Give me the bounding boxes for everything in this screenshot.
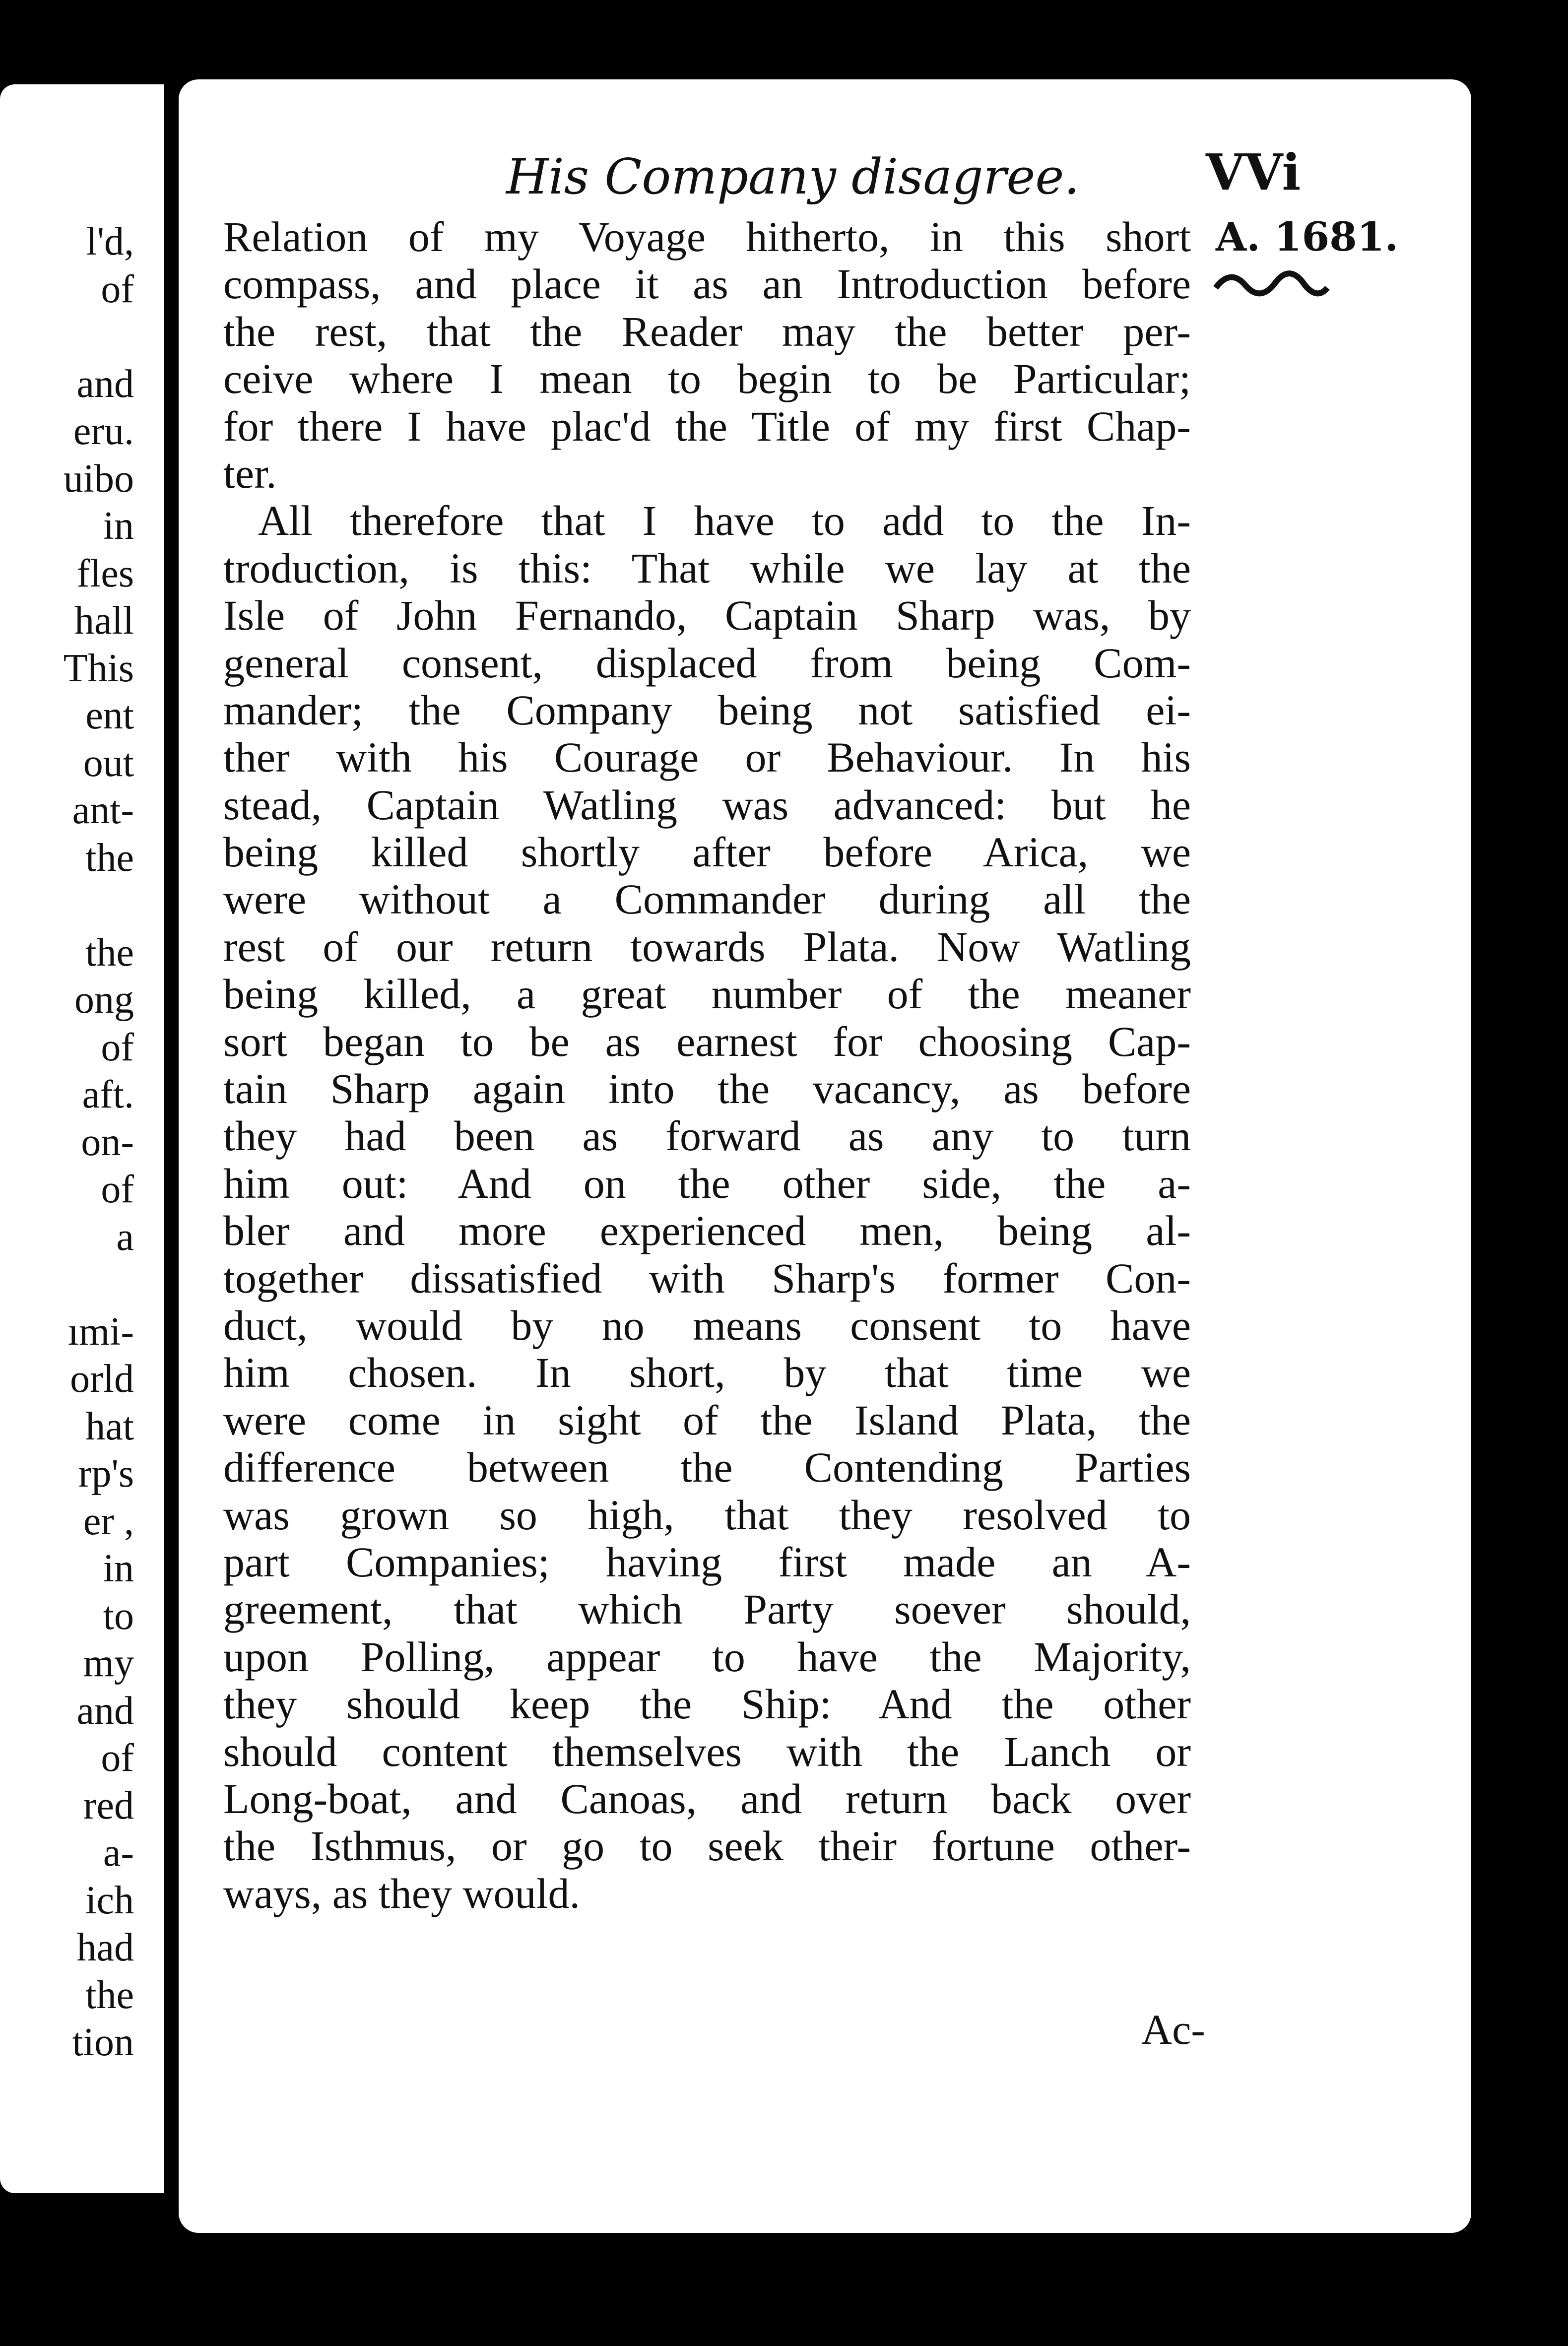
- facing-page-line: [0, 313, 164, 361]
- text-line: bler and more experienced men, being al-: [223, 1207, 1191, 1255]
- facing-page-line: had: [76, 1926, 134, 1969]
- facing-page-line: of: [101, 267, 134, 311]
- facing-page-line: out: [83, 741, 134, 785]
- facing-page-line: in: [103, 1547, 134, 1590]
- facing-page-line: ant-: [72, 788, 134, 832]
- text-line: part Companies; having first made an A-: [223, 1538, 1191, 1586]
- text-line: mander; the Company being not satisfied ei-: [223, 686, 1191, 734]
- text-line: him out: And on the other side, the a-: [223, 1159, 1191, 1207]
- text-line: Long-boat, and Canoas, and return back over: [223, 1774, 1191, 1823]
- facing-page-line: er ,: [83, 1499, 134, 1543]
- text-line: tain Sharp again into the vacancy, as before: [223, 1065, 1191, 1113]
- facing-page-line: the: [85, 1973, 134, 2017]
- facing-page-line: hall: [74, 599, 134, 643]
- text-line: they had been as forward as any to turn: [223, 1112, 1191, 1160]
- facing-page-line: fles: [76, 551, 134, 595]
- facing-page-line: the: [85, 930, 134, 975]
- text-line: the Isthmus, or go to seek their fortune other-: [223, 1822, 1191, 1870]
- text-line: Relation of my Voyage hitherto, in this short: [223, 213, 1191, 261]
- facing-page-line: orld: [70, 1357, 134, 1401]
- facing-page-line: rp's: [78, 1452, 134, 1496]
- facing-page-line: of: [101, 1025, 134, 1069]
- page-number: VVi: [1206, 143, 1301, 201]
- facing-page-line: hat: [85, 1404, 134, 1448]
- text-line: sort began to be as earnest for choosing Cap-: [223, 1017, 1191, 1065]
- text-line: rest of our return towards Plata. Now Watling: [223, 922, 1191, 971]
- facing-page-text: [0, 218, 164, 2067]
- text-line: were come in sight of the Island Plata, the: [223, 1396, 1191, 1444]
- catchword: Ac-: [1141, 2006, 1205, 2053]
- margin-year-note: A. 1681.: [1216, 213, 1399, 260]
- text-line: duct, would by no means consent to have: [223, 1301, 1191, 1349]
- text-line: stead, Captain Watling was advanced: but he: [223, 781, 1191, 829]
- text-line: was grown so high, that they resolved to: [223, 1491, 1191, 1539]
- facing-page-line: a-: [103, 1831, 134, 1875]
- ornament-icon: [1211, 258, 1330, 318]
- text-line: All therefore that I have to add to the In-: [258, 497, 1191, 545]
- facing-page-line: and: [76, 362, 134, 406]
- facing-page-line: ong: [74, 978, 134, 1022]
- text-line: Isle of John Fernando, Captain Sharp was, by: [223, 591, 1191, 640]
- text-line: together dissatisfied with Sharp's former Con-: [223, 1254, 1191, 1302]
- text-line: ther with his Courage or Behaviour. In his: [223, 733, 1191, 782]
- text-line: being killed, a great number of the meaner: [223, 970, 1191, 1018]
- text-line: the rest, that the Reader may the better per-: [223, 307, 1191, 355]
- facing-page-line: a: [116, 1215, 134, 1259]
- text-line: compass, and place it as an Introduction before: [223, 260, 1191, 308]
- facing-page-line: uibo: [63, 456, 134, 501]
- facing-page-line: in: [103, 504, 134, 548]
- text-line: upon Polling, appear to have the Majority,: [223, 1632, 1191, 1681]
- facing-page-line: the: [85, 836, 134, 880]
- text-line: for there I have plac'd the Title of my first Chap-: [223, 402, 1191, 450]
- facing-page-line: to: [103, 1594, 134, 1638]
- facing-page-line: aft.: [82, 1073, 134, 1116]
- text-line: difference between the Contending Parties: [223, 1443, 1191, 1492]
- body-text: [223, 213, 1191, 1917]
- text-line: being killed shortly after before Arica, we: [223, 828, 1191, 876]
- facing-page-line: l'd,: [86, 220, 134, 263]
- book-page: [179, 79, 1471, 2233]
- text-line: they should keep the Ship: And the other: [223, 1680, 1191, 1728]
- running-head: His Company disagree.: [506, 149, 1080, 205]
- text-line: troduction, is this: That while we lay at the: [223, 544, 1191, 592]
- facing-page-line: red: [83, 1783, 134, 1827]
- text-line: ter.: [223, 449, 277, 497]
- facing-page-line: [0, 1261, 164, 1308]
- facing-page-line: my: [83, 1641, 134, 1685]
- text-line: greement, that which Party soever should,: [223, 1585, 1191, 1633]
- text-line: him chosen. In short, by that time we: [223, 1349, 1191, 1397]
- facing-page-line: ich: [85, 1878, 134, 1922]
- facing-page-line: [0, 882, 164, 929]
- text-line: ways, as they would.: [223, 1869, 580, 1917]
- facing-page-line: on-: [81, 1120, 134, 1164]
- facing-page-line: This: [63, 646, 134, 690]
- text-line: general consent, displaced from being Com-: [223, 639, 1191, 687]
- text-line: ceive where I mean to begin to be Particular;: [223, 355, 1191, 403]
- facing-page-line: and: [76, 1689, 134, 1733]
- text-line: were without a Commander during all the: [223, 875, 1191, 923]
- facing-page-line: of: [101, 1168, 134, 1211]
- facing-page-line: of: [101, 1736, 134, 1780]
- facing-page-line: ent: [85, 694, 134, 737]
- facing-page-line: eru.: [73, 409, 134, 453]
- text-line: should content themselves with the Lanch or: [223, 1727, 1191, 1775]
- facing-page-line: ımi-: [67, 1309, 134, 1354]
- facing-page-line: tion: [72, 2020, 134, 2064]
